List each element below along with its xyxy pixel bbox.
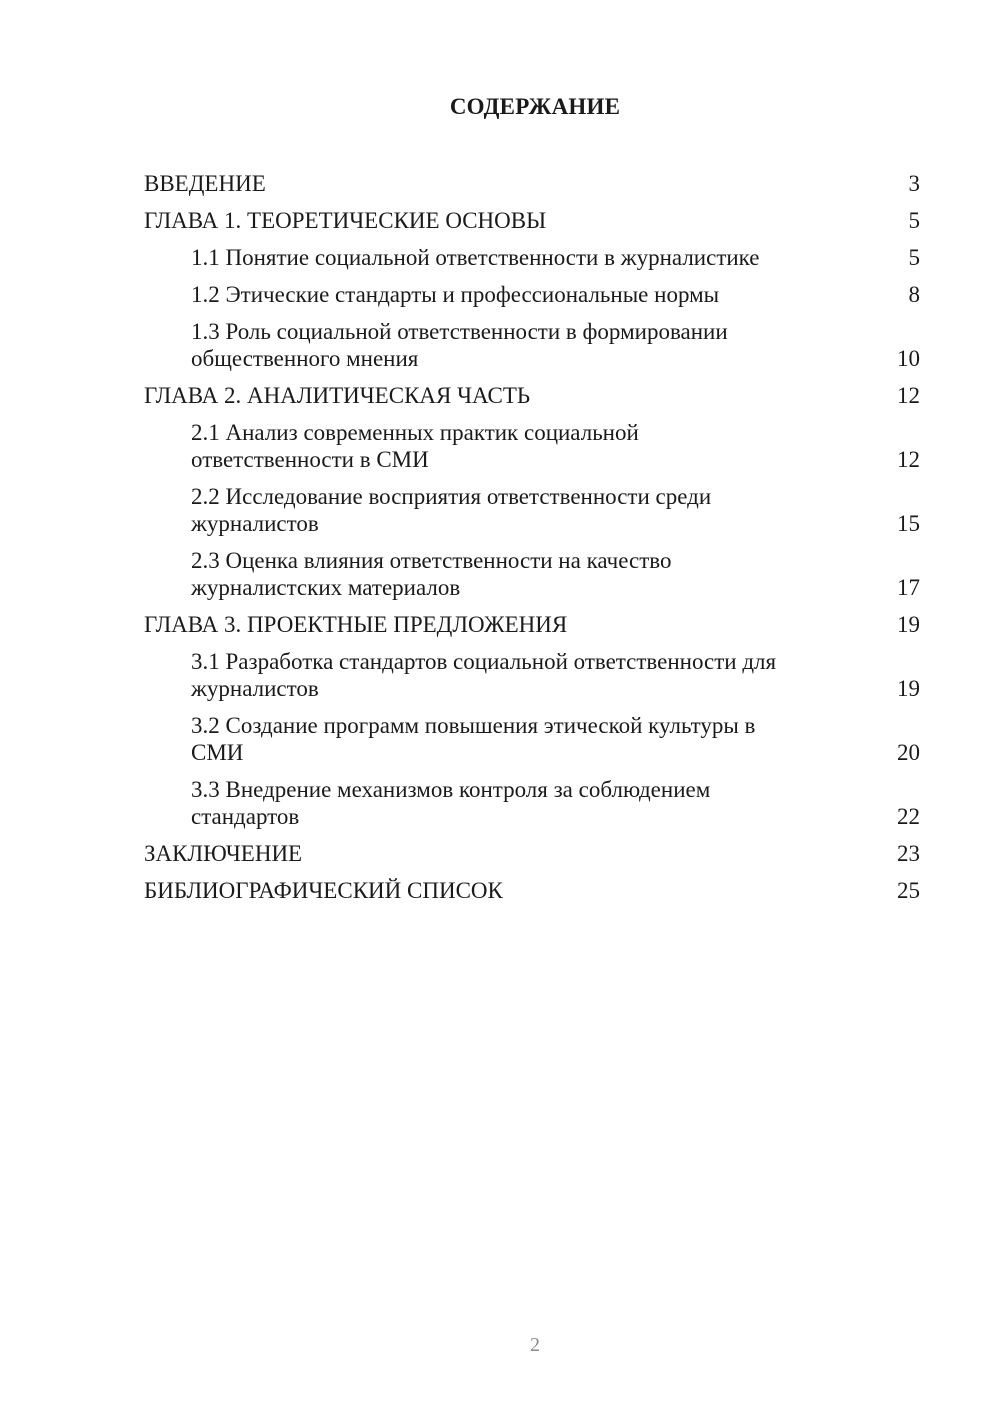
toc-entry-page: 19 (897, 612, 920, 637)
toc-subentry (144, 244, 920, 281)
toc-entry-title: ЗАКЛЮЧЕНИЕ (144, 841, 303, 866)
toc-subentry (144, 419, 920, 483)
toc-entry-page: 10 (897, 346, 920, 371)
toc-entry-title: ГЛАВА 1. ТЕОРЕТИЧЕСКИЕ ОСНОВЫ (144, 208, 547, 233)
toc-entry-title: 2.3 Оценка влияния ответственности на качество журналистских материалов (191, 548, 672, 600)
toc-entry-title: ВВЕДЕНИЕ (144, 171, 266, 196)
toc-entry-page: 12 (897, 383, 920, 408)
toc-entry (144, 611, 920, 648)
toc-entry (144, 382, 920, 419)
page-number: 2 (530, 1334, 540, 1356)
toc-entry-page: 22 (897, 804, 920, 829)
toc-title: СОДЕРЖАНИЕ (449, 94, 621, 119)
toc-entry-page: 3 (908, 171, 920, 196)
toc-entry-title: 3.1 Разработка стандартов социальной ответственности для журналистов (191, 649, 777, 701)
toc-subentry (144, 648, 920, 712)
toc-entry-page: 25 (897, 878, 920, 903)
toc-entry-page: 23 (897, 841, 920, 866)
toc-entry-title: БИБЛИОГРАФИЧЕСКИЙ СПИСОК (144, 878, 503, 903)
toc-entry-title: ГЛАВА 2. АНАЛИТИЧЕСКАЯ ЧАСТЬ (144, 383, 531, 408)
toc-entry-page: 15 (897, 511, 920, 536)
toc-entry-page: 12 (897, 447, 920, 472)
toc-subentry (144, 776, 920, 840)
toc-entry-title: 1.2 Этические стандарты и профессиональные нормы (191, 282, 720, 307)
toc-subentry (144, 547, 920, 611)
toc-subentry (144, 483, 920, 547)
toc-entry-page: 8 (908, 282, 920, 307)
toc-entry (144, 840, 920, 877)
toc-entry-title: 1.3 Роль социальной ответственности в формировании общественного мнения (191, 319, 728, 371)
toc-entry-title: 3.3 Внедрение механизмов контроля за соблюдением стандартов (191, 777, 711, 829)
toc-subentry (144, 318, 920, 382)
toc-entry-title: 1.1 Понятие социальной ответственности в журналистике (191, 245, 760, 270)
toc-entry (144, 170, 920, 207)
toc-subentry (144, 281, 920, 318)
toc-entry-title: 2.1 Анализ современных практик социальной ответственности в СМИ (191, 420, 639, 472)
toc-entry-title: ГЛАВА 3. ПРОЕКТНЫЕ ПРЕДЛОЖЕНИЯ (144, 612, 568, 637)
toc-entry-page: 5 (908, 208, 920, 233)
toc-entry-title: 3.2 Создание программ повышения этической культуры в СМИ (191, 713, 756, 765)
toc-entry-page: 19 (897, 676, 920, 701)
toc-subentry (144, 712, 920, 776)
toc-entry-page: 20 (897, 740, 920, 765)
toc-entry (144, 207, 920, 244)
toc-entry-title: 2.2 Исследование восприятия ответственности среди журналистов (191, 484, 712, 536)
table-of-contents (144, 170, 920, 914)
toc-entry-page: 17 (897, 575, 920, 600)
toc-entry (144, 877, 920, 914)
toc-entry-page: 5 (908, 245, 920, 270)
